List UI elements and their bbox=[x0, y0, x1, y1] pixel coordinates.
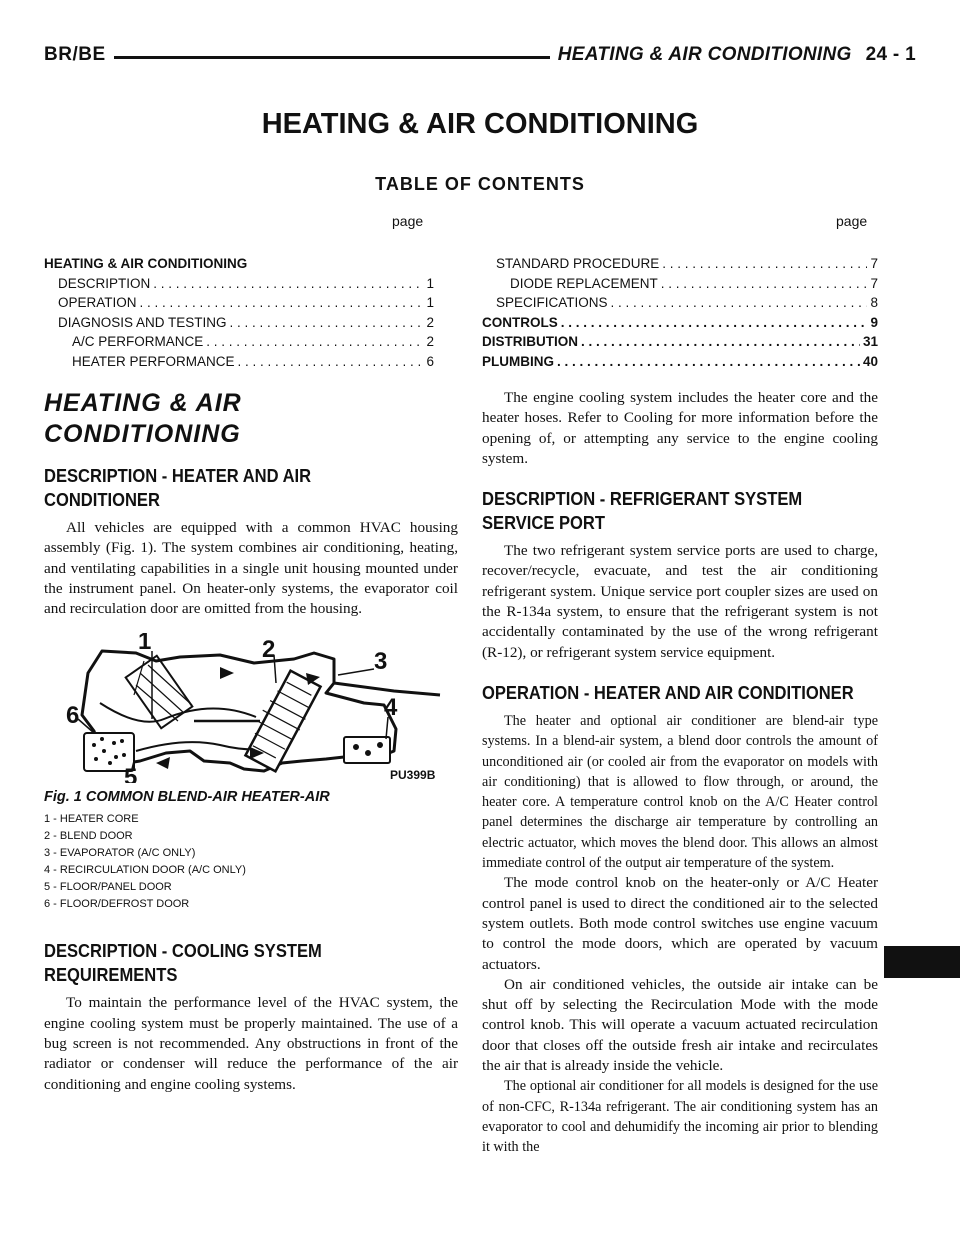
toc-entry[interactable]: STANDARD PROCEDURE . . . 7 bbox=[482, 254, 878, 274]
legend-item: 2 - BLEND DOOR bbox=[44, 830, 133, 843]
heading-description-cooling: DESCRIPTION - COOLING SYSTEM REQUIREMENTS bbox=[44, 941, 322, 986]
toc-title: TABLE OF CONTENTS bbox=[375, 174, 585, 194]
section-thumb-tab bbox=[884, 946, 960, 978]
paragraph: The optional air conditioner for all models is designed for the use of non-CFC, R-134a refrigerant. The air conditioning system has an evaporator to cool and dehumidify the incoming air prior to blending it with the bbox=[482, 1078, 878, 1156]
toc-right bbox=[482, 254, 878, 371]
left-column bbox=[44, 388, 458, 1095]
legend-item: 4 - RECIRCULATION DOOR (A/C ONLY) bbox=[44, 864, 246, 877]
toc-entry[interactable]: DIAGNOSIS AND TESTING . . . 2 bbox=[44, 313, 434, 333]
paragraph: All vehicles are equipped with a common HVAC housing assembly (Fig. 1). The system combines air conditioning, heating, and ventilating capabilities in a single unit housing mounted under the instrument panel. On heater-only systems, the evaporator coil and recirculation door are omitted from the housing. bbox=[44, 519, 458, 618]
figure-hvac-housing bbox=[44, 633, 458, 783]
callout-2: 2 bbox=[262, 636, 276, 664]
callout-1: 1 bbox=[138, 633, 152, 656]
figure-legend bbox=[44, 811, 458, 913]
header-section bbox=[550, 44, 916, 66]
callout-3: 3 bbox=[374, 648, 388, 676]
legend-item: 6 - FLOOR/DEFROST DOOR bbox=[44, 898, 190, 911]
callout-4: 4 bbox=[384, 694, 398, 722]
paragraph: The heater and optional air conditioner are blend-air type systems. In a blend-air system, a blend door controls the amount of unconditioned air (or cooled air from the evaporator on models with air conditioning) that is allowed to flow through, or around, the heater core. A temperature control knob on the A/C Heater control panel determines the discharge air temperature by controlling an electric actuator, which moves the blend door. This allows an almost immediate control of the output air temperature of the system. bbox=[482, 712, 878, 872]
toc-entry[interactable]: DISTRIBUTION . . . 31 bbox=[482, 332, 878, 352]
evaporator-shape bbox=[126, 656, 193, 729]
toc-left bbox=[44, 254, 434, 371]
heading-operation: OPERATION - HEATER AND AIR CONDITIONER bbox=[482, 682, 854, 703]
recirculation-door-shape bbox=[344, 737, 390, 763]
paragraph: The engine cooling system includes the heater core and the heater hoses. Refer to Cooling for more information before the opening of, or attempting any service to the engine cooling system. bbox=[482, 389, 878, 467]
legend-item: 5 - FLOOR/PANEL DOOR bbox=[44, 881, 172, 894]
heading-description-service-port: DESCRIPTION - REFRIGERANT SYSTEM SERVICE PORT bbox=[482, 489, 803, 534]
callout-5: 5 bbox=[124, 764, 138, 784]
toc-page-label-left: page bbox=[392, 213, 424, 229]
toc-entry[interactable]: SPECIFICATIONS . . . 8 bbox=[482, 293, 878, 313]
callout-6: 6 bbox=[66, 702, 80, 730]
legend-item: 1 - HEATER CORE bbox=[44, 813, 139, 826]
toc-entry[interactable]: HEATER PERFORMANCE . . . 6 bbox=[44, 352, 434, 372]
paragraph: To maintain the performance level of the HVAC system, the engine cooling system must be properly maintained. The use of a bug screen is not recommended. Any obstructions in front of the radiator or condenser will reduce the performance of the air conditioning and engine cooling systems. bbox=[44, 994, 458, 1093]
header-model: BR/BE bbox=[44, 44, 114, 66]
right-column bbox=[482, 388, 878, 1158]
header-section-title: HEATING & AIR CONDITIONING bbox=[557, 44, 852, 65]
section-title: HEATING & AIR CONDITIONING bbox=[44, 389, 242, 448]
toc-entry[interactable]: DESCRIPTION . . . 1 bbox=[44, 274, 434, 294]
duct-curve bbox=[100, 703, 256, 722]
heading-description-heater: DESCRIPTION - HEATER AND AIR CONDITIONER bbox=[44, 466, 312, 510]
toc-entry[interactable]: OPERATION . . . 1 bbox=[44, 293, 434, 313]
toc-entry[interactable]: PLUMBING . . . 40 bbox=[482, 352, 878, 372]
page-header bbox=[44, 36, 916, 66]
page-title: HEATING & AIR CONDITIONING bbox=[261, 108, 699, 140]
toc-entry[interactable]: DIODE REPLACEMENT . . . 7 bbox=[482, 274, 878, 294]
toc-entry[interactable]: A/C PERFORMANCE . . . 2 bbox=[44, 332, 434, 352]
figure-code: PU399B bbox=[390, 768, 436, 783]
figure-caption: Fig. 1 COMMON BLEND-AIR HEATER-AIR bbox=[44, 789, 330, 806]
paragraph: The two refrigerant system service ports are used to charge, recover/recycle, evacuate, and test the air conditioning refrigerant system. Unique service port coupler sizes are used on the R-134a system, to ensure that the refrigerant system is not accidentally contaminated by the use of the wrong refrigerant (R-12), or refrigerant system service equipment. bbox=[482, 542, 878, 661]
legend-item: 3 - EVAPORATOR (A/C ONLY) bbox=[44, 847, 196, 860]
header-page-number: 24 - 1 bbox=[865, 44, 916, 65]
hvac-diagram bbox=[44, 633, 458, 783]
toc-heading: HEATING & AIR CONDITIONING bbox=[44, 256, 248, 271]
paragraph: On air conditioned vehicles, the outside air intake can be shut off by selecting the Recirculation Mode with the mode control knob. This will operate a vacuum actuated recirculation door that closes off the outside fresh air intake and recirculates the air that is already inside the vehicle. bbox=[482, 975, 878, 1075]
toc-page-label-right: page bbox=[836, 213, 868, 229]
paragraph: The mode control knob on the heater-only or A/C Heater control panel is used to direct the conditioned air to the selected system outlets. Both mode control switches use engine vacuum to control the mode doors, which are operated by vacuum actuators. bbox=[482, 874, 878, 973]
toc-entry[interactable]: CONTROLS . . . 9 bbox=[482, 313, 878, 333]
